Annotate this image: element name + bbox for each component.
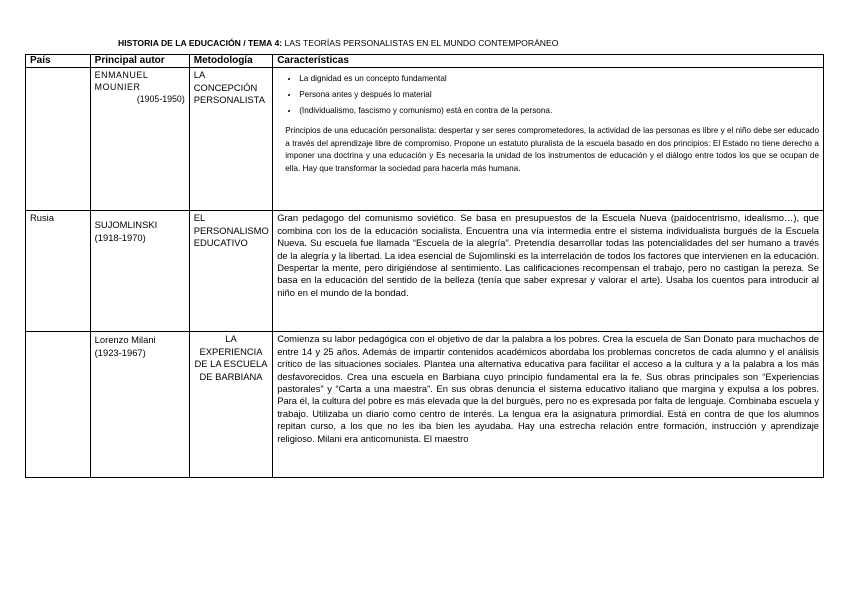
author-years: (1905-1950) — [136, 94, 185, 105]
document-title-rest: LAS TEORÍAS PERSONALISTAS EN EL MUNDO CONTEMPORÁNEO — [282, 38, 559, 48]
bullet-list — [277, 71, 819, 119]
cell-pais — [26, 332, 91, 478]
cell-caracteristicas: Comienza su labor pedagógica con el objetivo de dar la palabra a los pobres. Crea la escuela de San Donato para muchachos de entre 14 y 25 años. Además de impartir contenidos académicos abordaba los problemas concretos de cada alumno y el análisis crítico de las situaciones sociales. Plantea una alternativa educativa para facilitar el acceso a la cultura y a la palabra a los más desfavorecidos. Crea una escuela en Barbiana cuyo principio fundamental era la fe. Sus obras principales son “Experiencias pastorales” y “Carta a una maestra”. En sus obras denuncia el sistema educativo italiano que margina y expulsa a los pobres. Para él, la cultura del pobre es más elevada que la del burgués, pero no es expresada por falta de lenguaje. Combinaba escuela y trabajo. Utilizaba un diario como centro de interés. La lengua era la asignatura primordial. Está en contra de que los alumnos repitan curso, a los que no les iba bien les ayudaba. Hay una estrecha relación entre formación, instrucción y aprendizaje religioso. Milani era anticomunista. El maestro — [273, 332, 824, 478]
cell-metodologia: EL PERSONALISMO EDUCATIVO — [189, 211, 272, 332]
cell-autor: Lorenzo Milani (1923-1967) — [90, 332, 189, 478]
header-autor: Principal autor — [90, 55, 189, 68]
header-caracteristicas: Características — [273, 55, 824, 68]
table-row — [26, 68, 824, 211]
principles-paragraph: Principios de una educación personalista: despertar y ser seres comprometedores, la actividad de las personas es libre y el niño debe ser educado a través del aprendizaje libre de compromiso. Propone un estatuto pluralista de la escuela basado en dos principios: El Estado no tiene derecho a imponer una doctrina y una educación y Es necesaria la unidad de los instrumentos de educación y el diálogo entre todos los que se ocupan de ella. Hay que transformar la sociedad para hacerla más humana. — [285, 126, 819, 173]
cell-pais: Rusia — [26, 211, 91, 332]
list-item: • La dignidad es un concepto fundamental — [299, 71, 819, 87]
cell-caracteristicas: Gran pedagogo del comunismo soviético. Se basa en presupuestos de la Escuela Nueva (paidocentrismo, idealismo…), que combina con los de la educación socialista. Encuentra una vía intermedia entre el sistema individualista burgués de la Escuela Nueva. Su escuela fue llamada “Escuela de la alegría”. Pretendía desarrollar todas las potencialidades del ser humano a través de la alegría y la libertad. La idea esencial de Sujomlinski es la interrelación de todos los factores que intervienen en la educación. Despertar la mente, pero dirigiéndose al sentimiento. Las calificaciones recompensan el trabajo, pero no castigan la pereza. Se basa en la educación del sentido de la belleza (tenía que saber expresar y valorar el arte). Usaba los cuentos para introducir al niño en el mundo de la bondad. — [273, 211, 824, 332]
header-metodologia: Metodología — [189, 55, 272, 68]
cell-pais — [26, 68, 91, 211]
table-row — [26, 211, 824, 332]
table-row — [26, 332, 824, 478]
document-title — [118, 38, 558, 48]
cell-autor: SUJOMLINSKI (1918-1970) — [90, 211, 189, 332]
author-name: ENMANUEL MOUNIER — [94, 70, 149, 93]
cell-metodologia: LA EXPERIENCIA DE LA ESCUELA DE BARBIANA — [189, 332, 272, 478]
document-title-bold: HISTORIA DE LA EDUCACIÓN / TEMA 4: — [118, 38, 283, 48]
header-pais: País — [26, 55, 91, 68]
cell-metodologia: LA CONCEPCIÓN PERSONALISTA — [189, 68, 272, 211]
table-header-row — [26, 55, 824, 68]
list-item: • Persona antes y después lo material — [299, 87, 819, 103]
cell-caracteristicas — [273, 68, 824, 211]
list-item: • (Individualismo, fascismo y comunismo) está en contra de la persona. — [299, 103, 819, 119]
cell-autor — [90, 68, 189, 211]
theories-table — [25, 54, 824, 478]
